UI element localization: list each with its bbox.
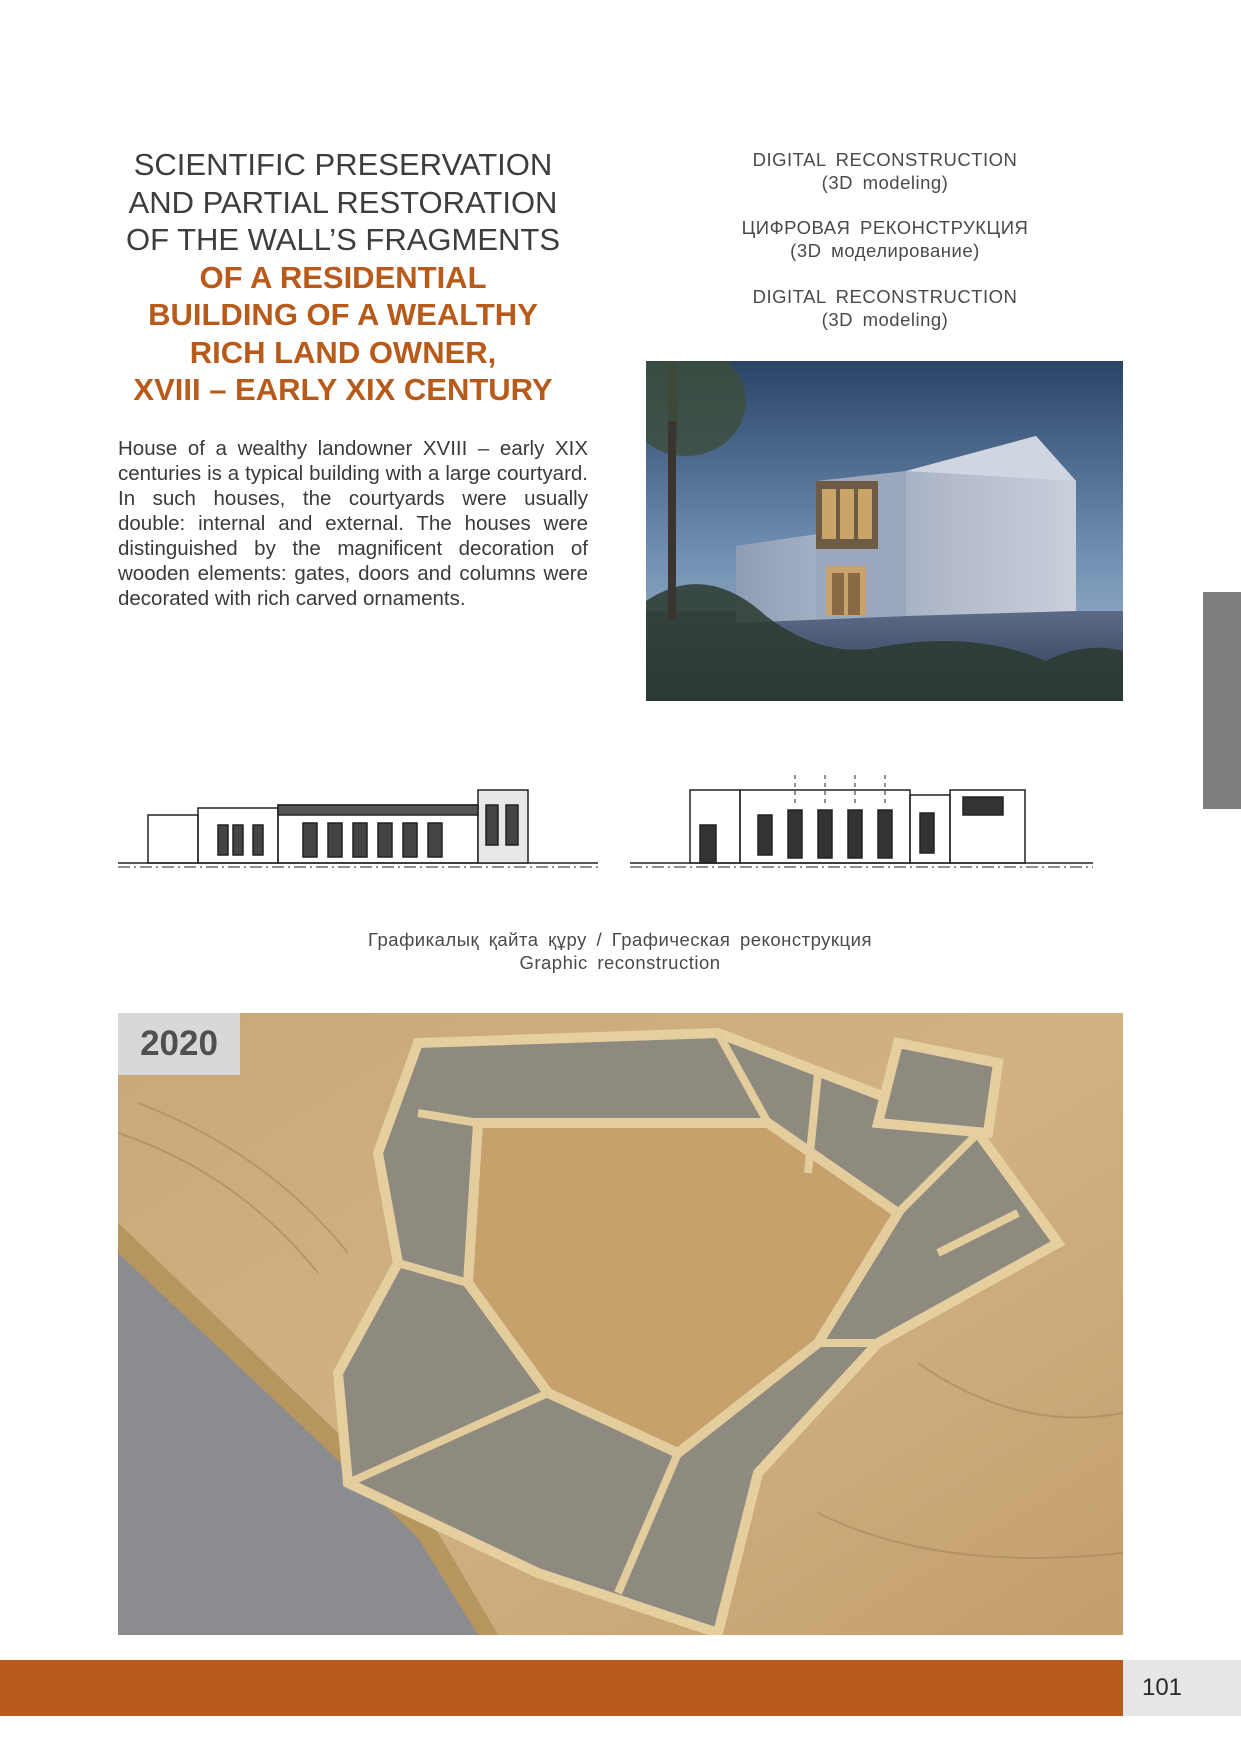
title-line: AND PARTIAL RESTORATION	[128, 184, 558, 220]
caption-digital-kz	[700, 148, 1070, 194]
reconstruction-render-image	[646, 361, 1123, 701]
caption-subtitle: (3D modeling)	[821, 172, 949, 193]
elevation-drawings	[118, 775, 1118, 875]
caption-digital-ru	[700, 216, 1070, 262]
footer-bar	[0, 1660, 1123, 1716]
caption-subtitle: (3D modeling)	[821, 309, 949, 330]
aerial-site-photo	[118, 1013, 1123, 1635]
graphic-reconstruction-caption	[300, 928, 940, 974]
caption-line: Графикалық қайта құру / Графическая реконструкция	[368, 929, 872, 950]
title-line: SCIENTIFIC PRESERVATION	[133, 147, 553, 182]
title-accent-line: BUILDING OF A WEALTHY	[148, 297, 538, 332]
title-accent-line: XVIII – EARLY XIX CENTURY	[133, 372, 553, 407]
page-number: 101	[1141, 1674, 1183, 1701]
section-title	[118, 146, 568, 409]
description-paragraph: House of a wealthy landowner XVIII – early XIX centuries is a typical building with a large courtyard. In such houses, the courtyards were usually double: internal and external. The houses were distinguished by the magnificent decoration of wooden elements: gates, doors and columns were decorated with rich carved ornaments.	[118, 437, 588, 610]
title-accent-line: OF A RESIDENTIAL	[199, 259, 487, 295]
caption-digital-en	[700, 285, 1070, 331]
title-accent-line: RICH LAND OWNER,	[189, 334, 497, 370]
caption-title: ЦИФРОВАЯ РЕКОНСТРУКЦИЯ	[741, 217, 1029, 238]
caption-subtitle: (3D моделирование)	[790, 240, 980, 261]
caption-title: DIGITAL RECONSTRUCTION	[752, 149, 1018, 170]
year-badge: 2020	[118, 1013, 240, 1075]
title-line: OF THE WALL’S FRAGMENTS	[125, 222, 561, 257]
caption-title: DIGITAL RECONSTRUCTION	[752, 286, 1018, 307]
caption-line: Graphic reconstruction	[519, 952, 721, 973]
side-section-tab	[1203, 592, 1241, 809]
